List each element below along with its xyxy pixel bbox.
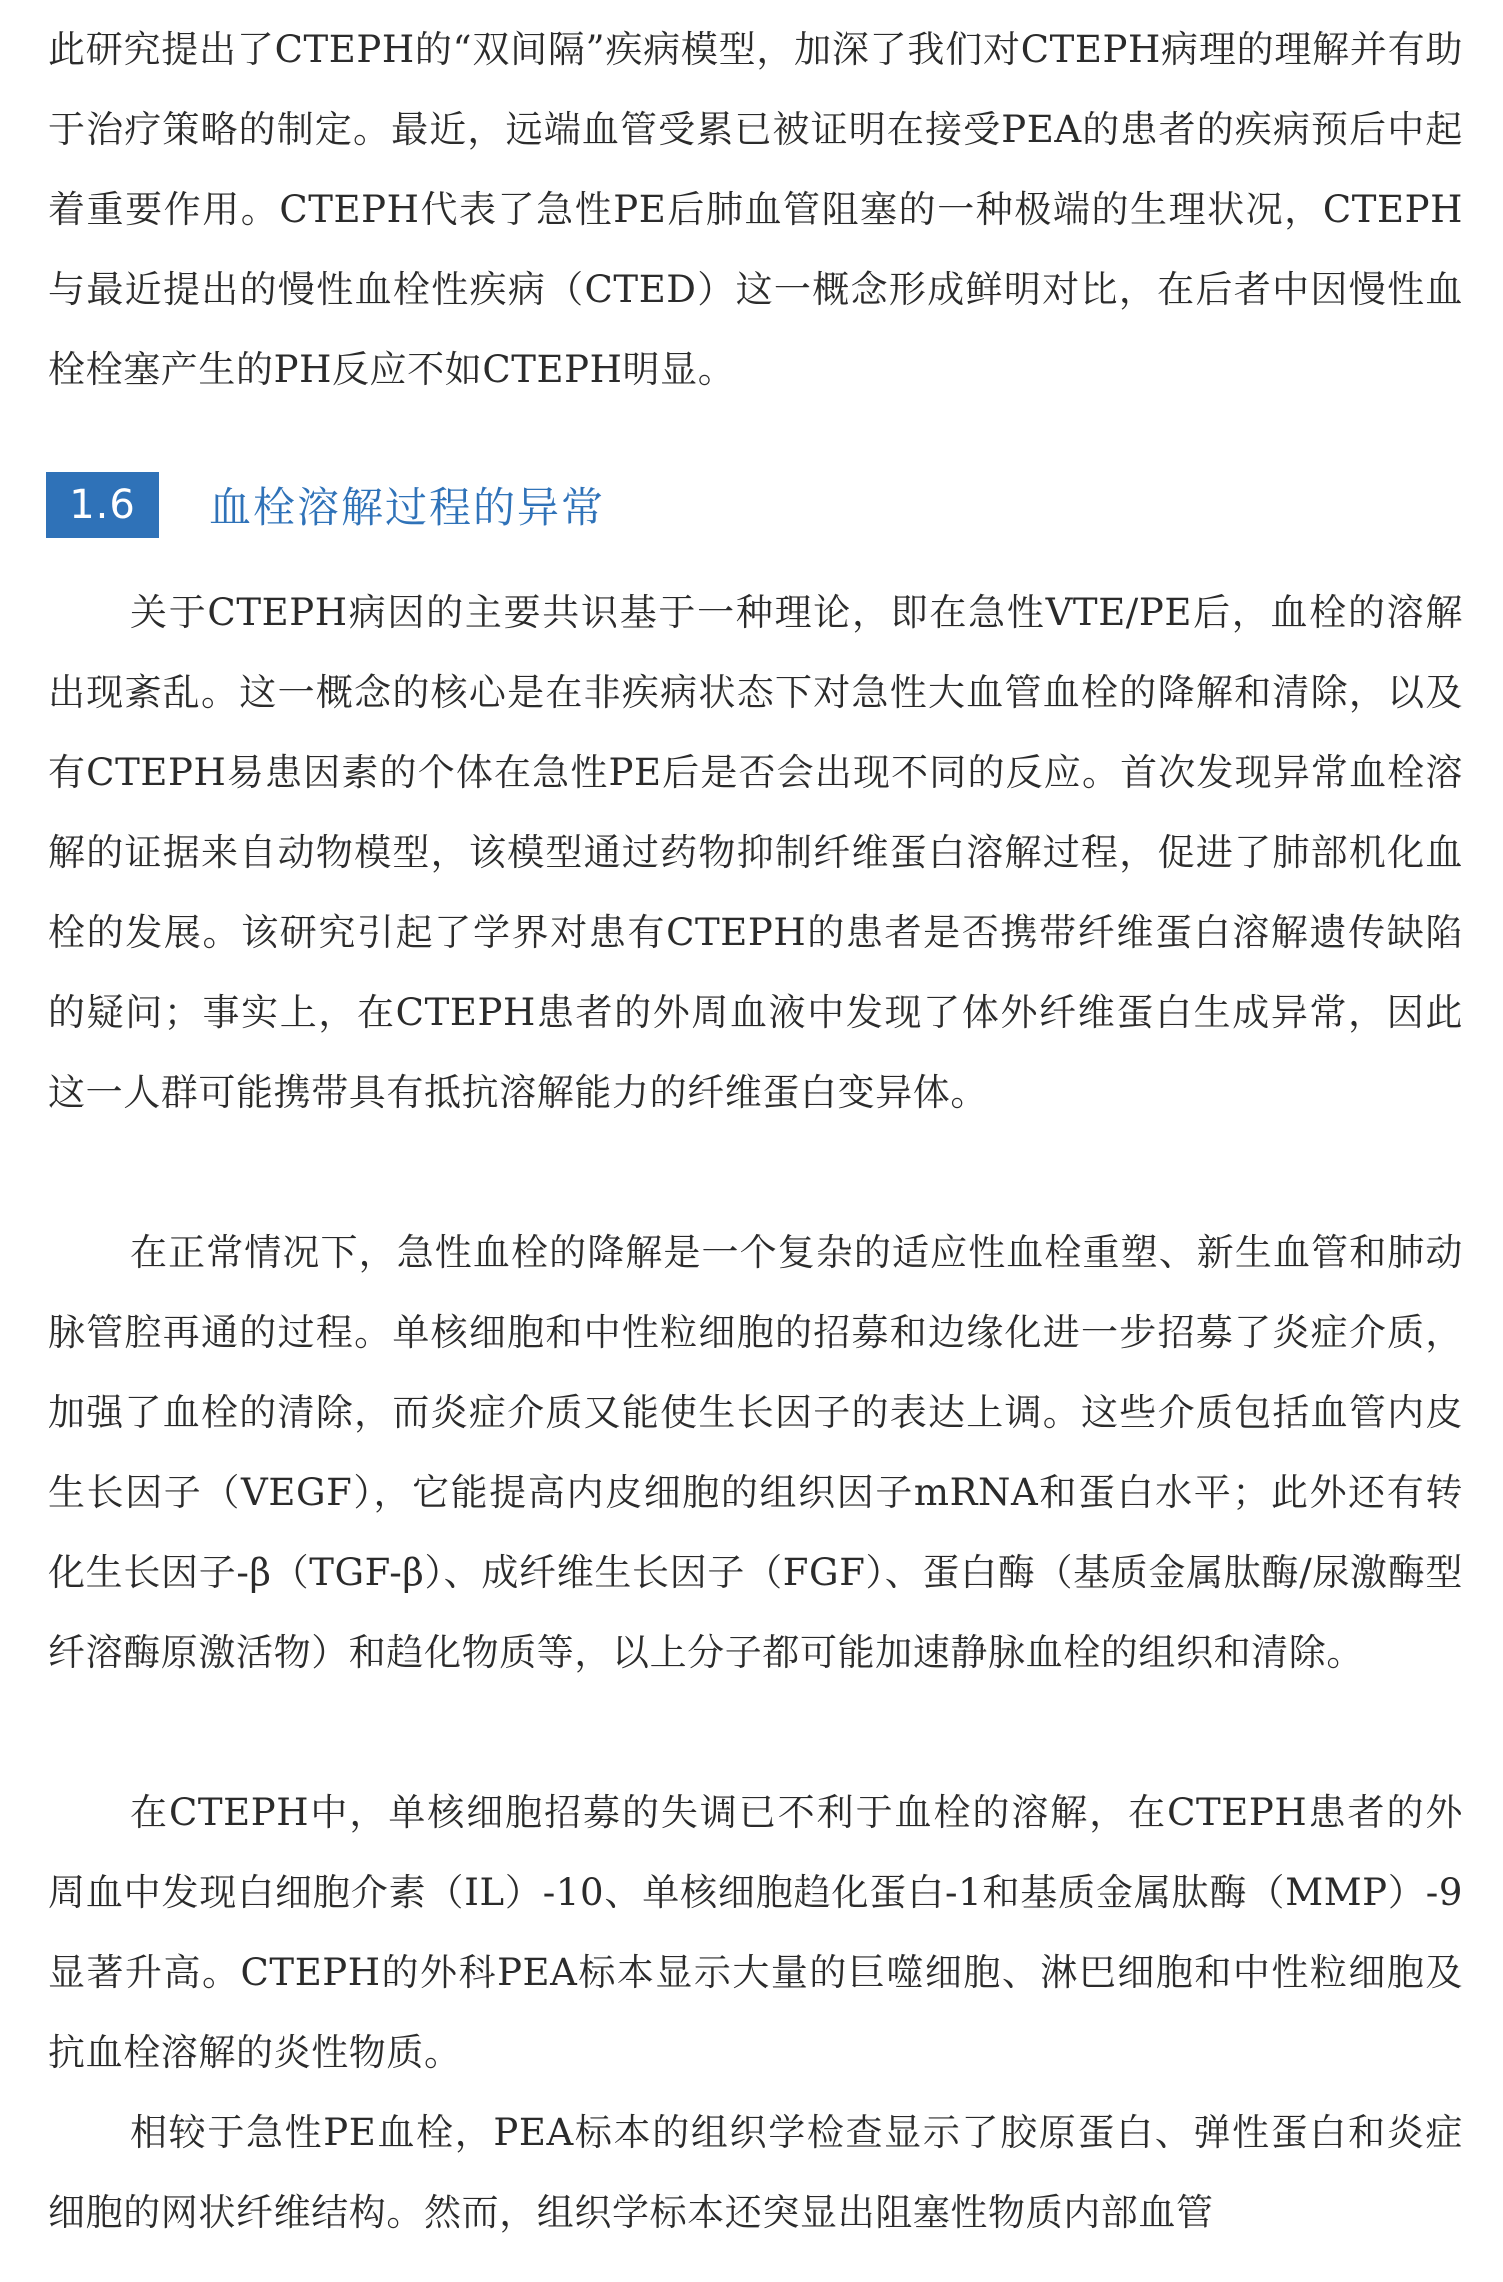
paragraph-thrombolysis-consensus: 关于CTEPH病因的主要共识基于一种理论，即在急性VTE/PE后，血栓的溶解出现紊乱。这一概念的核心是在非疾病状态下对急性大血管血栓的降解和清除，以及有CTEPH易患因素的个体在急性PE后是否会出现不同的反应。首次发现异常血栓溶解的证据来自动物模型，该模型通过药物抑制纤维蛋白溶解过程，促进了肺部机化血栓的发展。该研究引起了学界对患有CTEPH的患者是否携带纤维蛋白溶解遗传缺陷的疑问；事实上，在CTEPH患者的外周血液中发现了体外纤维蛋白生成异常，因此这一人群可能携带具有抵抗溶解能力的纤维蛋白变异体。: [48, 591, 1463, 1114]
section-number-badge: 1.6: [46, 472, 159, 538]
section-title: 血栓溶解过程的异常: [209, 483, 606, 532]
paragraph-normal-thrombus-resolution: 在正常情况下，急性血栓的降解是一个复杂的适应性血栓重塑、新生血管和肺动脉管腔再通的过程。单核细胞和中性粒细胞的招募和边缘化进一步招募了炎症介质，加强了血栓的清除，而炎症介质又能使生长因子的表达上调。这些介质包括血管内皮生长因子（VEGF），它能提高内皮细胞的组织因子mRNA和蛋白水平；此外还有转化生长因子-β（TGF-β）、成纤维生长因子（FGF）、蛋白酶（基质金属肽酶/尿激酶型纤溶酶原激活物）和趋化物质等，以上分子都可能加速静脉血栓的组织和清除。: [48, 1231, 1463, 1674]
section-heading: [46, 472, 605, 538]
paragraph-pea-histology: 相较于急性PE血栓，PEA标本的组织学检查显示了胶原蛋白、弹性蛋白和炎症细胞的网状纤维结构。然而，组织学标本还突显出阻塞性物质内部血管: [48, 2111, 1463, 2234]
paragraph-cteph-model: 此研究提出了CTEPH的“双间隔”疾病模型，加深了我们对CTEPH病理的理解并有助于治疗策略的制定。最近，远端血管受累已被证明在接受PEA的患者的疾病预后中起着重要作用。CTEPH代表了急性PE后肺血管阻塞的一种极端的生理状况，CTEPH与最近提出的慢性血栓性疾病（CTED）这一概念形成鲜明对比，在后者中因慢性血栓栓塞产生的PH反应不如CTEPH明显。: [48, 28, 1463, 391]
paragraph-monocyte-recruitment: 在CTEPH中，单核细胞招募的失调已不利于血栓的溶解，在CTEPH患者的外周血中发现白细胞介素（IL）-10、单核细胞趋化蛋白-1和基质金属肽酶（MMP）-9显著升高。CTEPH的外科PEA标本显示大量的巨噬细胞、淋巴细胞和中性粒细胞及抗血栓溶解的炎性物质。: [48, 1791, 1463, 2074]
